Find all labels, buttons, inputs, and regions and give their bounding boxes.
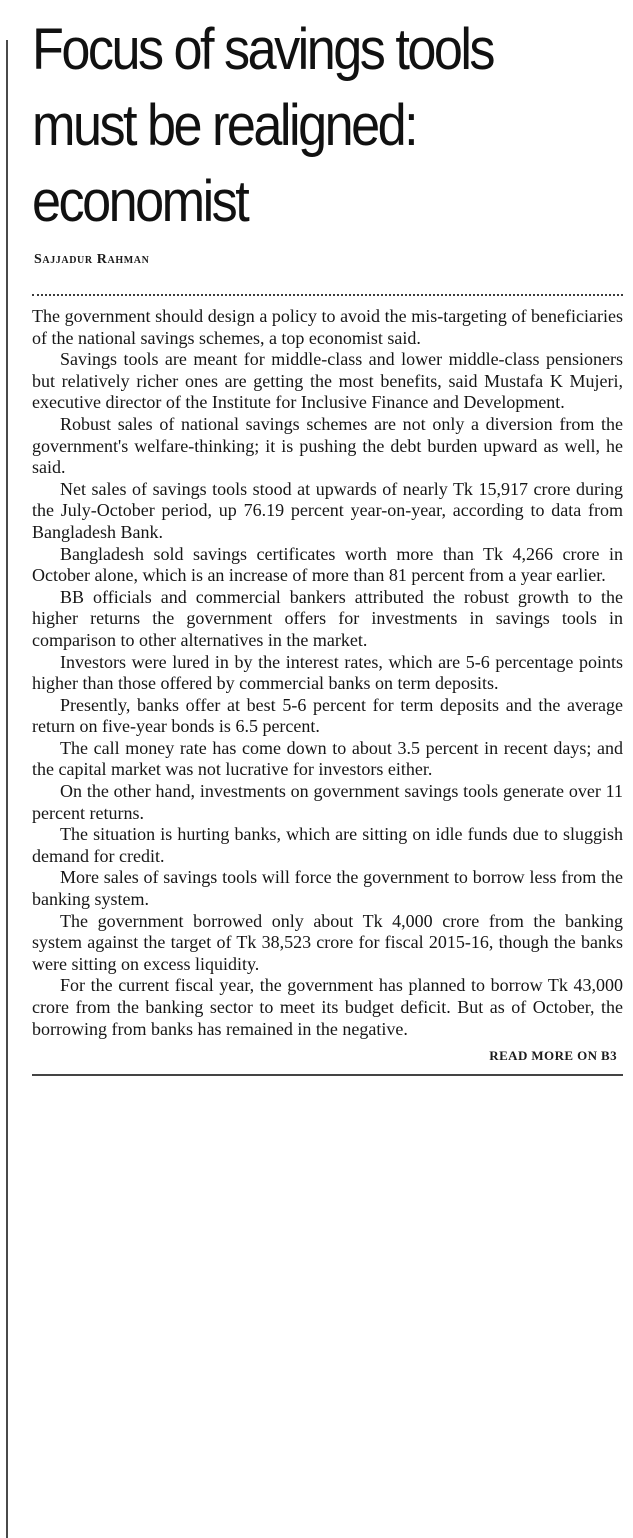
article-paragraph: The government borrowed only about Tk 4,000 crore from the banking system against the target of Tk 38,523 crore for fiscal 2015-16, though the banks were sitting on excess liquidity.	[32, 910, 623, 974]
headline-line: Focus of savings tools	[32, 17, 494, 82]
headline-line: must be realigned:	[32, 93, 417, 158]
read-more-link[interactable]: READ MORE ON B3	[489, 1048, 617, 1064]
article-paragraph: BB officials and commercial bankers attributed the robust growth to the higher returns the government offers for investments in savings tools in comparison to other alternatives in the market.	[32, 586, 623, 650]
newspaper-clipping	[0, 12, 633, 1538]
article-paragraph: Net sales of savings tools stood at upwards of nearly Tk 15,917 crore during the July-October period, up 76.19 percent year-on-year, according to data from Bangladesh Bank.	[32, 478, 623, 542]
bottom-divider	[32, 1074, 623, 1076]
dotted-divider	[32, 294, 623, 296]
headline-line: economist	[32, 169, 248, 234]
article-paragraph: Bangladesh sold savings certificates worth more than Tk 4,266 crore in October alone, which is an increase of more than 81 percent from a year earlier.	[32, 543, 623, 586]
article-paragraph: The call money rate has come down to about 3.5 percent in recent days; and the capital market was not lucrative for investors either.	[32, 737, 623, 780]
article-paragraph: The situation is hurting banks, which are sitting on idle funds due to sluggish demand for credit.	[32, 824, 623, 866]
article-paragraph: Savings tools are meant for middle-class and lower middle-class pensioners but relatively richer ones are getting the most benefits, said Mustafa K Mujeri, executive director of the Institute for Inclusive Finance and Development.	[32, 349, 623, 413]
article-body	[32, 306, 623, 1040]
article-paragraph: Investors were lured in by the interest rates, which are 5-6 percentage points higher than those offered by commercial banks on term deposits.	[32, 651, 623, 694]
byline: Sajjadur Rahman	[34, 252, 150, 267]
left-column-rule	[6, 40, 8, 1538]
article-paragraph: On the other hand, investments on government savings tools generate over 11 percent returns.	[32, 781, 623, 823]
article-paragraph: The government should design a policy to avoid the mis-targeting of beneficiaries of the national savings schemes, a top economist said.	[32, 306, 623, 348]
article-paragraph: More sales of savings tools will force the government to borrow less from the banking system.	[32, 867, 623, 910]
article-paragraph: For the current fiscal year, the government has planned to borrow Tk 43,000 crore from the banking sector to meet its budget deficit. But as of October, the borrowing from banks has remained in the negative.	[32, 975, 623, 1039]
headline	[32, 12, 633, 240]
article-paragraph: Presently, banks offer at best 5-6 percent for term deposits and the average return on five-year bonds is 6.5 percent.	[32, 694, 623, 737]
article-paragraph: Robust sales of national savings schemes are not only a diversion from the government's welfare-thinking; it is pushing the debt burden upward as well, he said.	[32, 413, 623, 478]
